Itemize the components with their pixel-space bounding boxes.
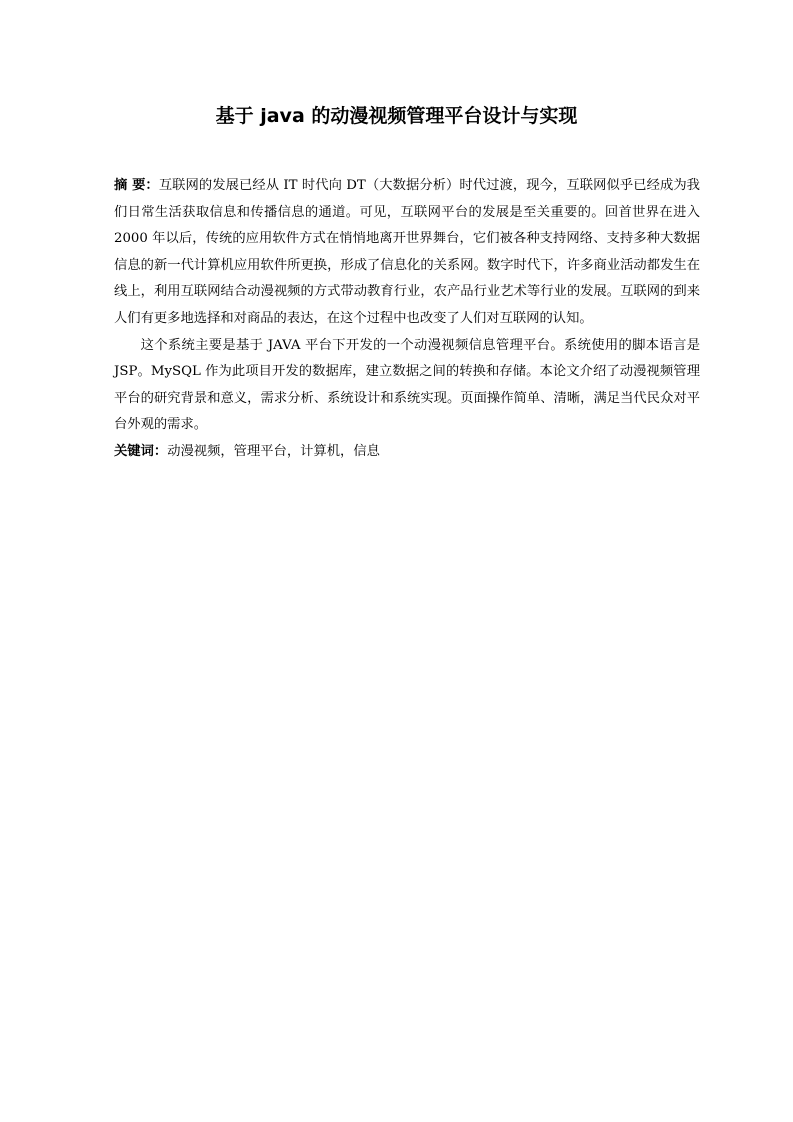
abstract-paragraph-2: 这个系统主要是基于 JAVA 平台下开发的一个动漫视频信息管理平台。系统使用的脚本语言是 JSP。MySQL 作为此项目开发的数据库，建立数据之间的转换和存储。本论文介绍了动漫视频管理平台的研究背景和意义，需求分析、系统设计和系统实现。页面操作简单、清晰，满足当代民众对平台外观的需求。 [114, 337, 700, 433]
paper-title: 基于 java 的动漫视频管理平台设计与实现 [215, 105, 578, 127]
abstract-paragraph-1 [114, 173, 700, 333]
keywords-text: 动漫视频，管理平台，计算机，信息 [167, 443, 380, 459]
abstract-section [114, 173, 700, 466]
abstract-text-1: 互联网的发展已经从 IT 时代向 DT（大数据分析）时代过渡，现今，互联网似乎已经成为我们日常生活获取信息和传播信息的通道。可见，互联网平台的发展是至关重要的。回首世界在进入 2000 年以后，传统的应用软件方式在悄悄地离开世界舞台，它们被各种支持网络、支持多种大数据信息的新一代计算机应用软件所更换，形成了信息化的关系网。数字时代下，许多商业活动都发生在线上，利用互联网结合动漫视频的方式带动教育行业，农产品行业艺术等行业的发展。互联网的到来人们有更多地选择和对商品的表达，在这个过程中也改变了人们对互联网的认知。 [114, 178, 700, 326]
keywords-label: 关键词： [114, 443, 168, 459]
abstract-label: 摘 要： [114, 178, 159, 193]
keywords-line [114, 439, 700, 466]
